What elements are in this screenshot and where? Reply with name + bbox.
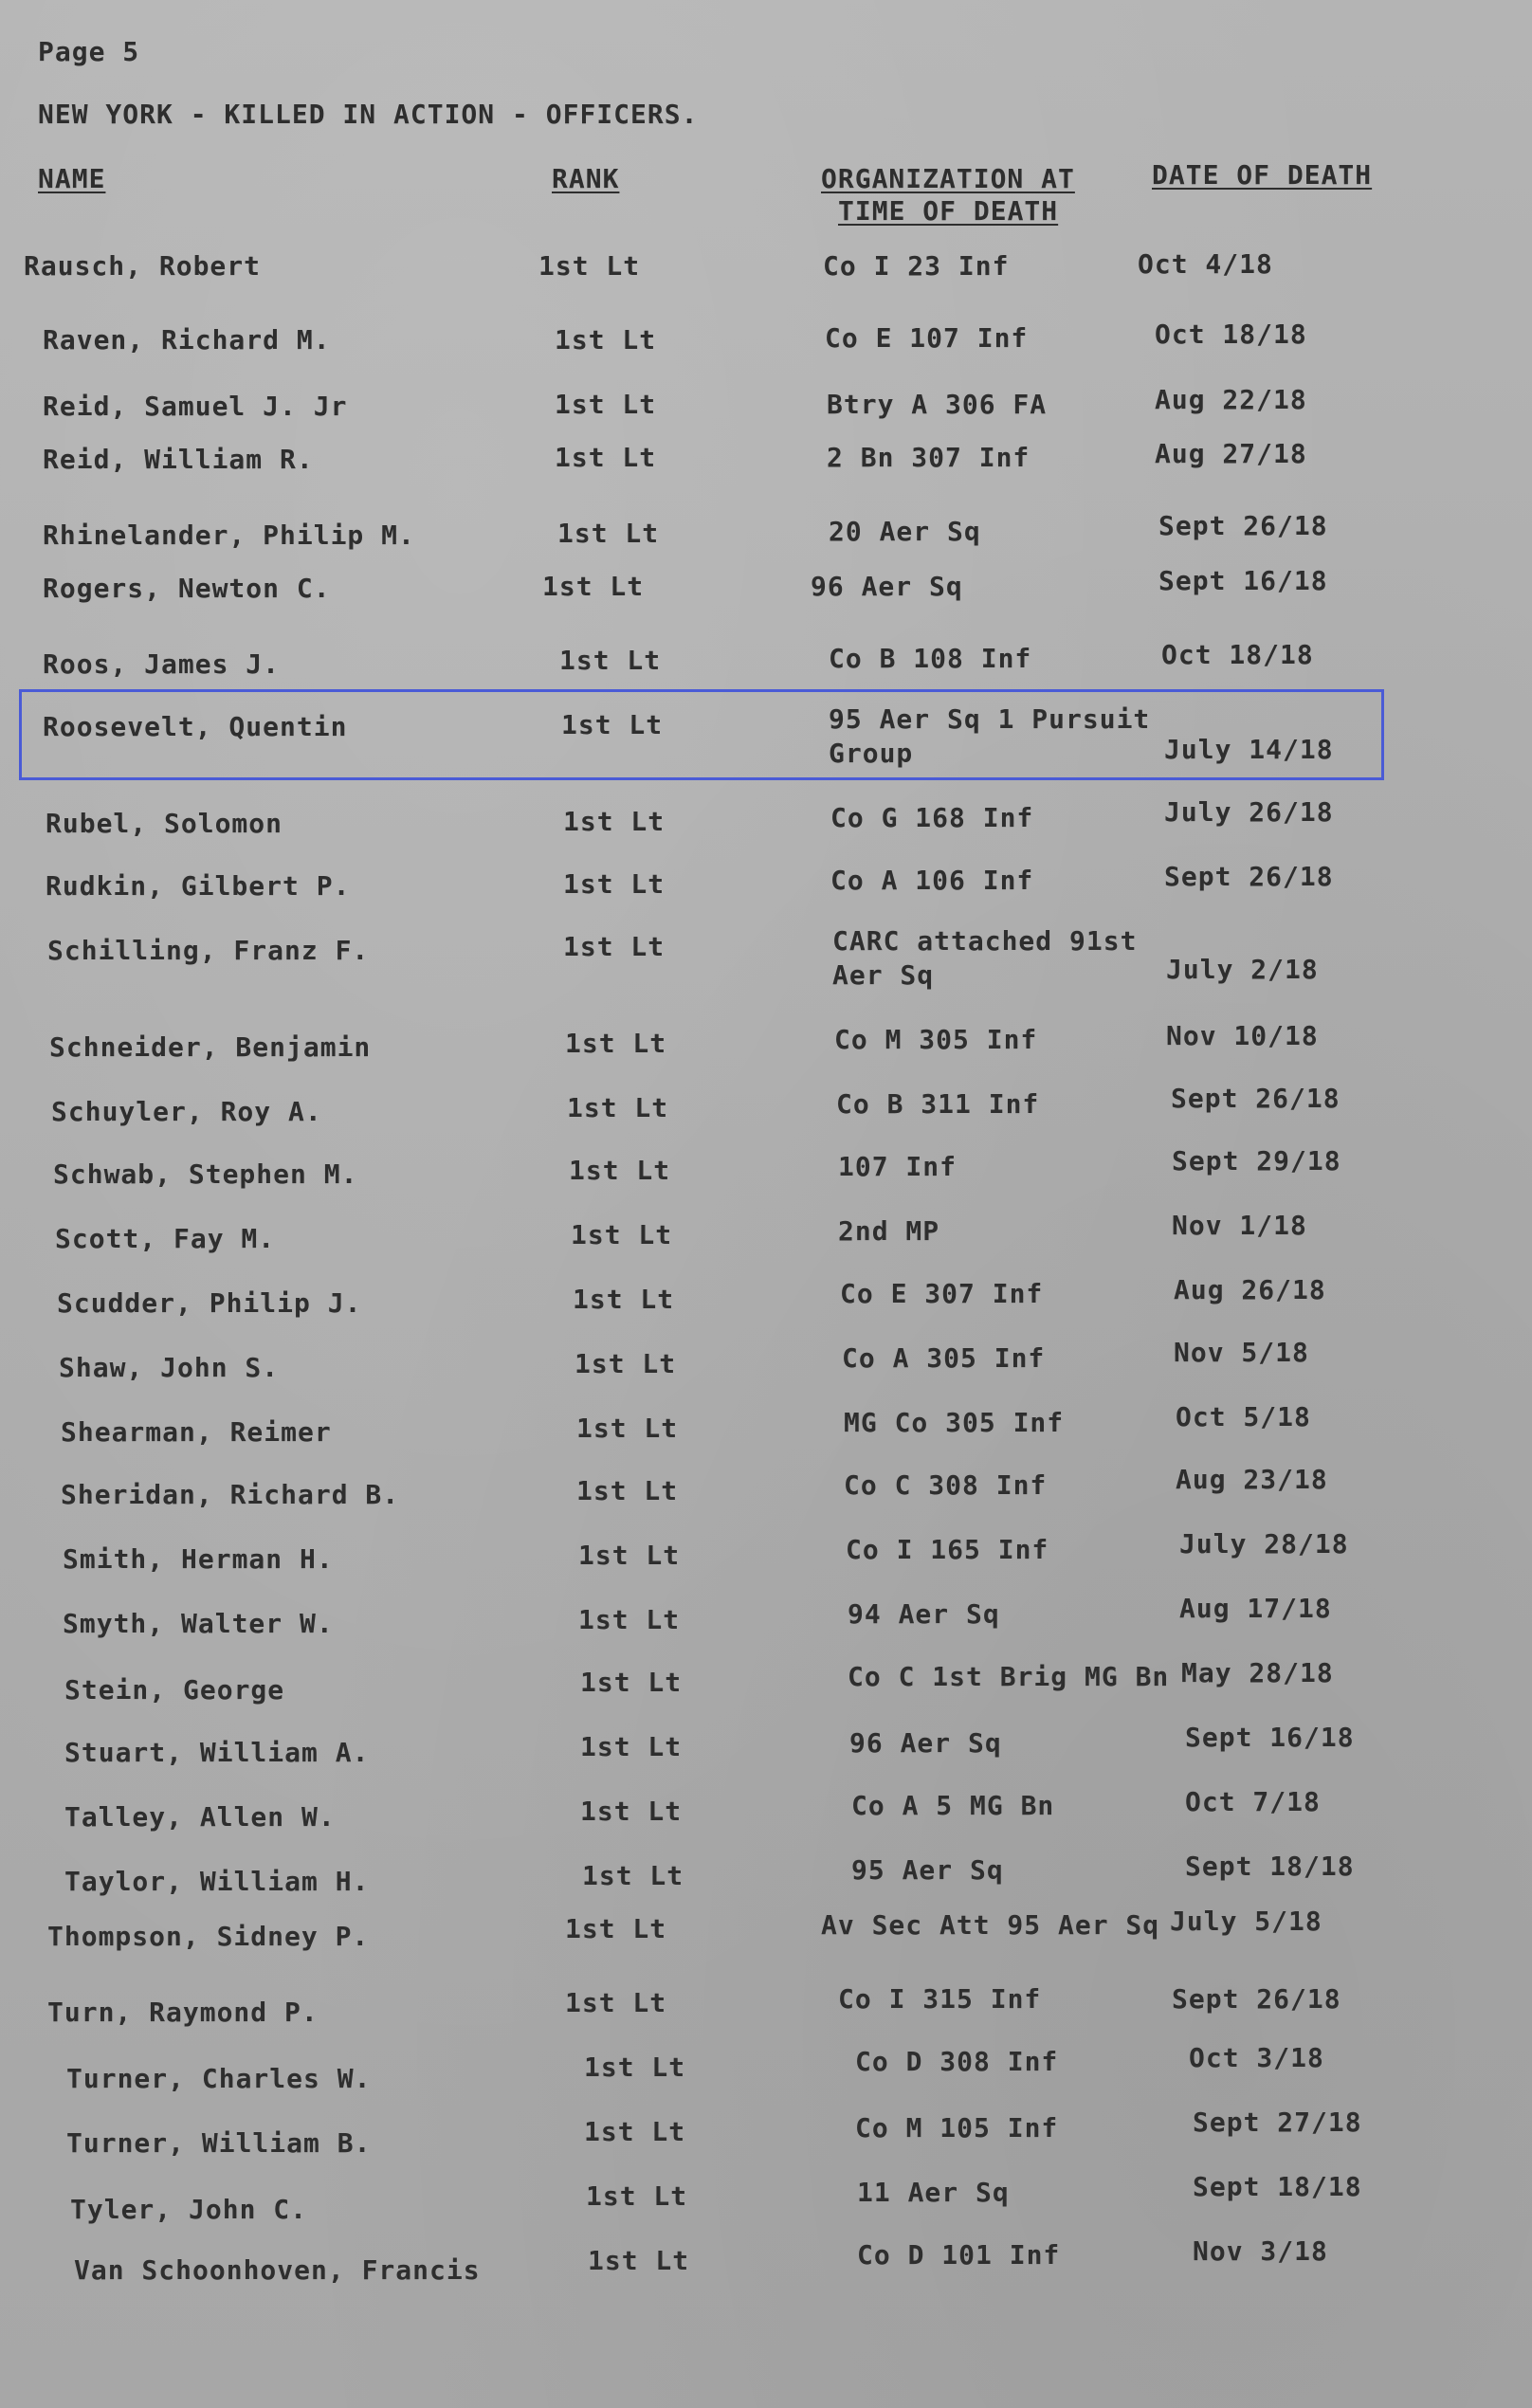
officer-name: Taylor, William H. [64, 1866, 370, 1897]
officer-name: Turner, Charles W. [66, 2063, 372, 2094]
officer-organization: Co C 308 Inf [844, 1469, 1048, 1501]
officer-name: Roosevelt, Quentin [43, 711, 348, 742]
officer-name: Tyler, John C. [70, 2194, 308, 2225]
officer-organization: Co C 1st Brig MG Bn [848, 1661, 1170, 1692]
officer-date-of-death: Aug 27/18 [1155, 438, 1307, 469]
officer-organization: Co A 305 Inf [842, 1342, 1046, 1374]
officer-organization: MG Co 305 Inf [844, 1407, 1065, 1438]
officer-name: Schilling, Franz F. [47, 935, 370, 966]
officer-rank: 1st Lt [576, 1413, 679, 1444]
officer-name: Schneider, Benjamin [49, 1031, 372, 1063]
officer-organization: 2nd MP [838, 1215, 940, 1247]
officer-name: Shearman, Reimer [61, 1416, 332, 1448]
officer-name: Van Schoonhoven, Francis [74, 2254, 481, 2286]
officer-organization: Co B 311 Inf [836, 1088, 1040, 1120]
officer-name: Reid, Samuel J. Jr [43, 391, 348, 422]
officer-rank: 1st Lt [584, 2116, 686, 2147]
officer-name: Rogers, Newton C. [43, 573, 331, 604]
officer-name: Rudkin, Gilbert P. [46, 870, 351, 902]
officer-date-of-death: Sept 26/18 [1172, 1983, 1341, 2015]
column-header-name: NAME [38, 163, 106, 194]
officer-organization-line2: Aer Sq [832, 959, 935, 991]
officer-rank: 1st Lt [576, 1475, 679, 1506]
officer-rank: 1st Lt [580, 1796, 683, 1827]
officer-name: Scudder, Philip J. [57, 1287, 362, 1319]
officer-name: Rhinelander, Philip M. [43, 520, 415, 551]
officer-date-of-death: Oct 18/18 [1155, 319, 1307, 350]
officer-rank: 1st Lt [571, 1219, 673, 1250]
officer-organization: Btry A 306 FA [827, 389, 1048, 420]
officer-date-of-death: Nov 5/18 [1174, 1337, 1309, 1368]
officer-date-of-death: July 14/18 [1164, 734, 1334, 765]
officer-date-of-death: Sept 18/18 [1185, 1851, 1355, 1882]
officer-rank: 1st Lt [563, 806, 666, 837]
column-header-organization-line2: TIME OF DEATH [838, 195, 1059, 227]
officer-rank: 1st Lt [563, 931, 666, 962]
officer-name: Rubel, Solomon [46, 808, 283, 839]
officer-rank: 1st Lt [555, 389, 657, 420]
officer-organization-line2: Group [829, 738, 914, 769]
officer-name: Schwab, Stephen M. [53, 1158, 358, 1190]
officer-name: Turn, Raymond P. [47, 1997, 319, 2028]
officer-organization: 107 Inf [838, 1151, 958, 1182]
column-header-rank: RANK [552, 163, 620, 194]
officer-rank: 1st Lt [563, 868, 666, 900]
officer-organization: Co D 308 Inf [855, 2046, 1059, 2077]
officer-organization: Co A 106 Inf [830, 865, 1034, 896]
officer-date-of-death: Sept 26/18 [1164, 861, 1334, 892]
column-header-organization: ORGANIZATION AT [821, 163, 1075, 194]
officer-date-of-death: Sept 18/18 [1193, 2171, 1362, 2202]
officer-date-of-death: July 5/18 [1170, 1906, 1322, 1937]
officer-name: Thompson, Sidney P. [47, 1921, 370, 1952]
officer-date-of-death: Sept 16/18 [1158, 565, 1328, 596]
officer-organization: Co I 165 Inf [846, 1534, 1049, 1565]
officer-organization: 2 Bn 307 Inf [827, 442, 1030, 473]
page-number: Page 5 [38, 36, 140, 67]
officer-rank: 1st Lt [557, 518, 660, 549]
officer-date-of-death: Oct 5/18 [1176, 1401, 1311, 1432]
officer-organization: 95 Aer Sq 1 Pursuit [829, 703, 1151, 735]
officer-date-of-death: July 26/18 [1164, 796, 1334, 828]
officer-organization: Co B 108 Inf [829, 643, 1032, 674]
column-header-date: DATE OF DEATH [1152, 159, 1373, 191]
officer-rank: 1st Lt [565, 1028, 667, 1059]
officer-organization: Co I 23 Inf [823, 250, 1010, 282]
officer-rank: 1st Lt [580, 1667, 683, 1698]
officer-name: Smith, Herman H. [63, 1543, 334, 1575]
officer-organization: 11 Aer Sq [857, 2177, 1010, 2208]
officer-rank: 1st Lt [567, 1092, 669, 1123]
officer-date-of-death: Nov 1/18 [1172, 1210, 1307, 1241]
officer-organization: Co I 315 Inf [838, 1983, 1042, 2015]
officer-rank: 1st Lt [561, 709, 664, 740]
officer-rank: 1st Lt [578, 1604, 681, 1635]
officer-name: Turner, William B. [66, 2127, 372, 2159]
officer-name: Scott, Fay M. [55, 1223, 276, 1254]
officer-date-of-death: July 2/18 [1166, 954, 1319, 985]
officer-date-of-death: Oct 18/18 [1161, 639, 1314, 670]
officer-rank: 1st Lt [565, 1987, 667, 2018]
officer-date-of-death: Sept 29/18 [1172, 1145, 1341, 1177]
officer-rank: 1st Lt [584, 2052, 686, 2083]
officer-organization: 96 Aer Sq [849, 1727, 1002, 1759]
officer-rank: 1st Lt [574, 1348, 677, 1379]
officer-organization: Co D 101 Inf [857, 2239, 1061, 2271]
officer-rank: 1st Lt [555, 324, 657, 356]
officer-name: Shaw, John S. [59, 1352, 280, 1383]
officer-name: Rausch, Robert [24, 250, 262, 282]
officer-organization: CARC attached 91st [832, 925, 1138, 957]
officer-date-of-death: Aug 22/18 [1155, 384, 1307, 415]
officer-name: Schuyler, Roy A. [51, 1096, 322, 1127]
officer-organization: Av Sec Att 95 Aer Sq [821, 1909, 1160, 1941]
officer-rank: 1st Lt [582, 1860, 684, 1891]
officer-organization: 96 Aer Sq [811, 571, 963, 602]
officer-date-of-death: Sept 16/18 [1185, 1722, 1355, 1753]
officer-name: Stuart, William A. [64, 1737, 370, 1768]
officer-date-of-death: Sept 26/18 [1171, 1083, 1340, 1114]
officer-rank: 1st Lt [573, 1284, 675, 1315]
officer-rank: 1st Lt [578, 1540, 681, 1571]
officer-rank: 1st Lt [580, 1731, 683, 1762]
officer-rank: 1st Lt [588, 2245, 690, 2276]
officer-name: Smyth, Walter W. [63, 1608, 334, 1639]
officer-name: Sheridan, Richard B. [61, 1479, 400, 1510]
officer-organization: Co M 105 Inf [855, 2112, 1059, 2143]
officer-date-of-death: Aug 17/18 [1179, 1593, 1332, 1624]
officer-organization: Co A 5 MG Bn [851, 1790, 1055, 1821]
officer-name: Reid, William R. [43, 444, 314, 475]
officer-organization: Co G 168 Inf [830, 802, 1034, 833]
officer-date-of-death: Nov 3/18 [1193, 2235, 1328, 2267]
officer-organization: Co E 107 Inf [825, 322, 1029, 354]
officer-date-of-death: Sept 27/18 [1193, 2107, 1362, 2138]
officer-date-of-death: Sept 26/18 [1158, 510, 1328, 541]
officer-date-of-death: Aug 26/18 [1174, 1274, 1326, 1305]
officer-date-of-death: May 28/18 [1181, 1657, 1334, 1688]
page-heading: NEW YORK - KILLED IN ACTION - OFFICERS. [38, 99, 699, 130]
officer-date-of-death: Oct 4/18 [1138, 248, 1273, 280]
officer-rank: 1st Lt [586, 2180, 688, 2212]
officer-rank: 1st Lt [559, 645, 662, 676]
officer-name: Raven, Richard M. [43, 324, 331, 356]
officer-organization: 95 Aer Sq [851, 1854, 1004, 1886]
officer-date-of-death: Nov 10/18 [1166, 1020, 1319, 1051]
officer-rank: 1st Lt [542, 571, 645, 602]
officer-organization: 20 Aer Sq [829, 516, 981, 547]
officer-organization: Co M 305 Inf [834, 1024, 1038, 1055]
officer-date-of-death: July 28/18 [1179, 1528, 1349, 1560]
officer-rank: 1st Lt [569, 1155, 671, 1186]
officer-date-of-death: Aug 23/18 [1176, 1464, 1328, 1495]
officer-organization: 94 Aer Sq [848, 1598, 1000, 1630]
officer-organization: Co E 307 Inf [840, 1278, 1044, 1309]
officer-name: Stein, George [64, 1674, 285, 1706]
officer-rank: 1st Lt [565, 1913, 667, 1944]
officer-date-of-death: Oct 3/18 [1189, 2042, 1324, 2073]
officer-rank: 1st Lt [538, 250, 641, 282]
officer-name: Roos, James J. [43, 648, 281, 680]
officer-rank: 1st Lt [555, 442, 657, 473]
officer-name: Talley, Allen W. [64, 1801, 336, 1833]
officer-date-of-death: Oct 7/18 [1185, 1786, 1321, 1817]
